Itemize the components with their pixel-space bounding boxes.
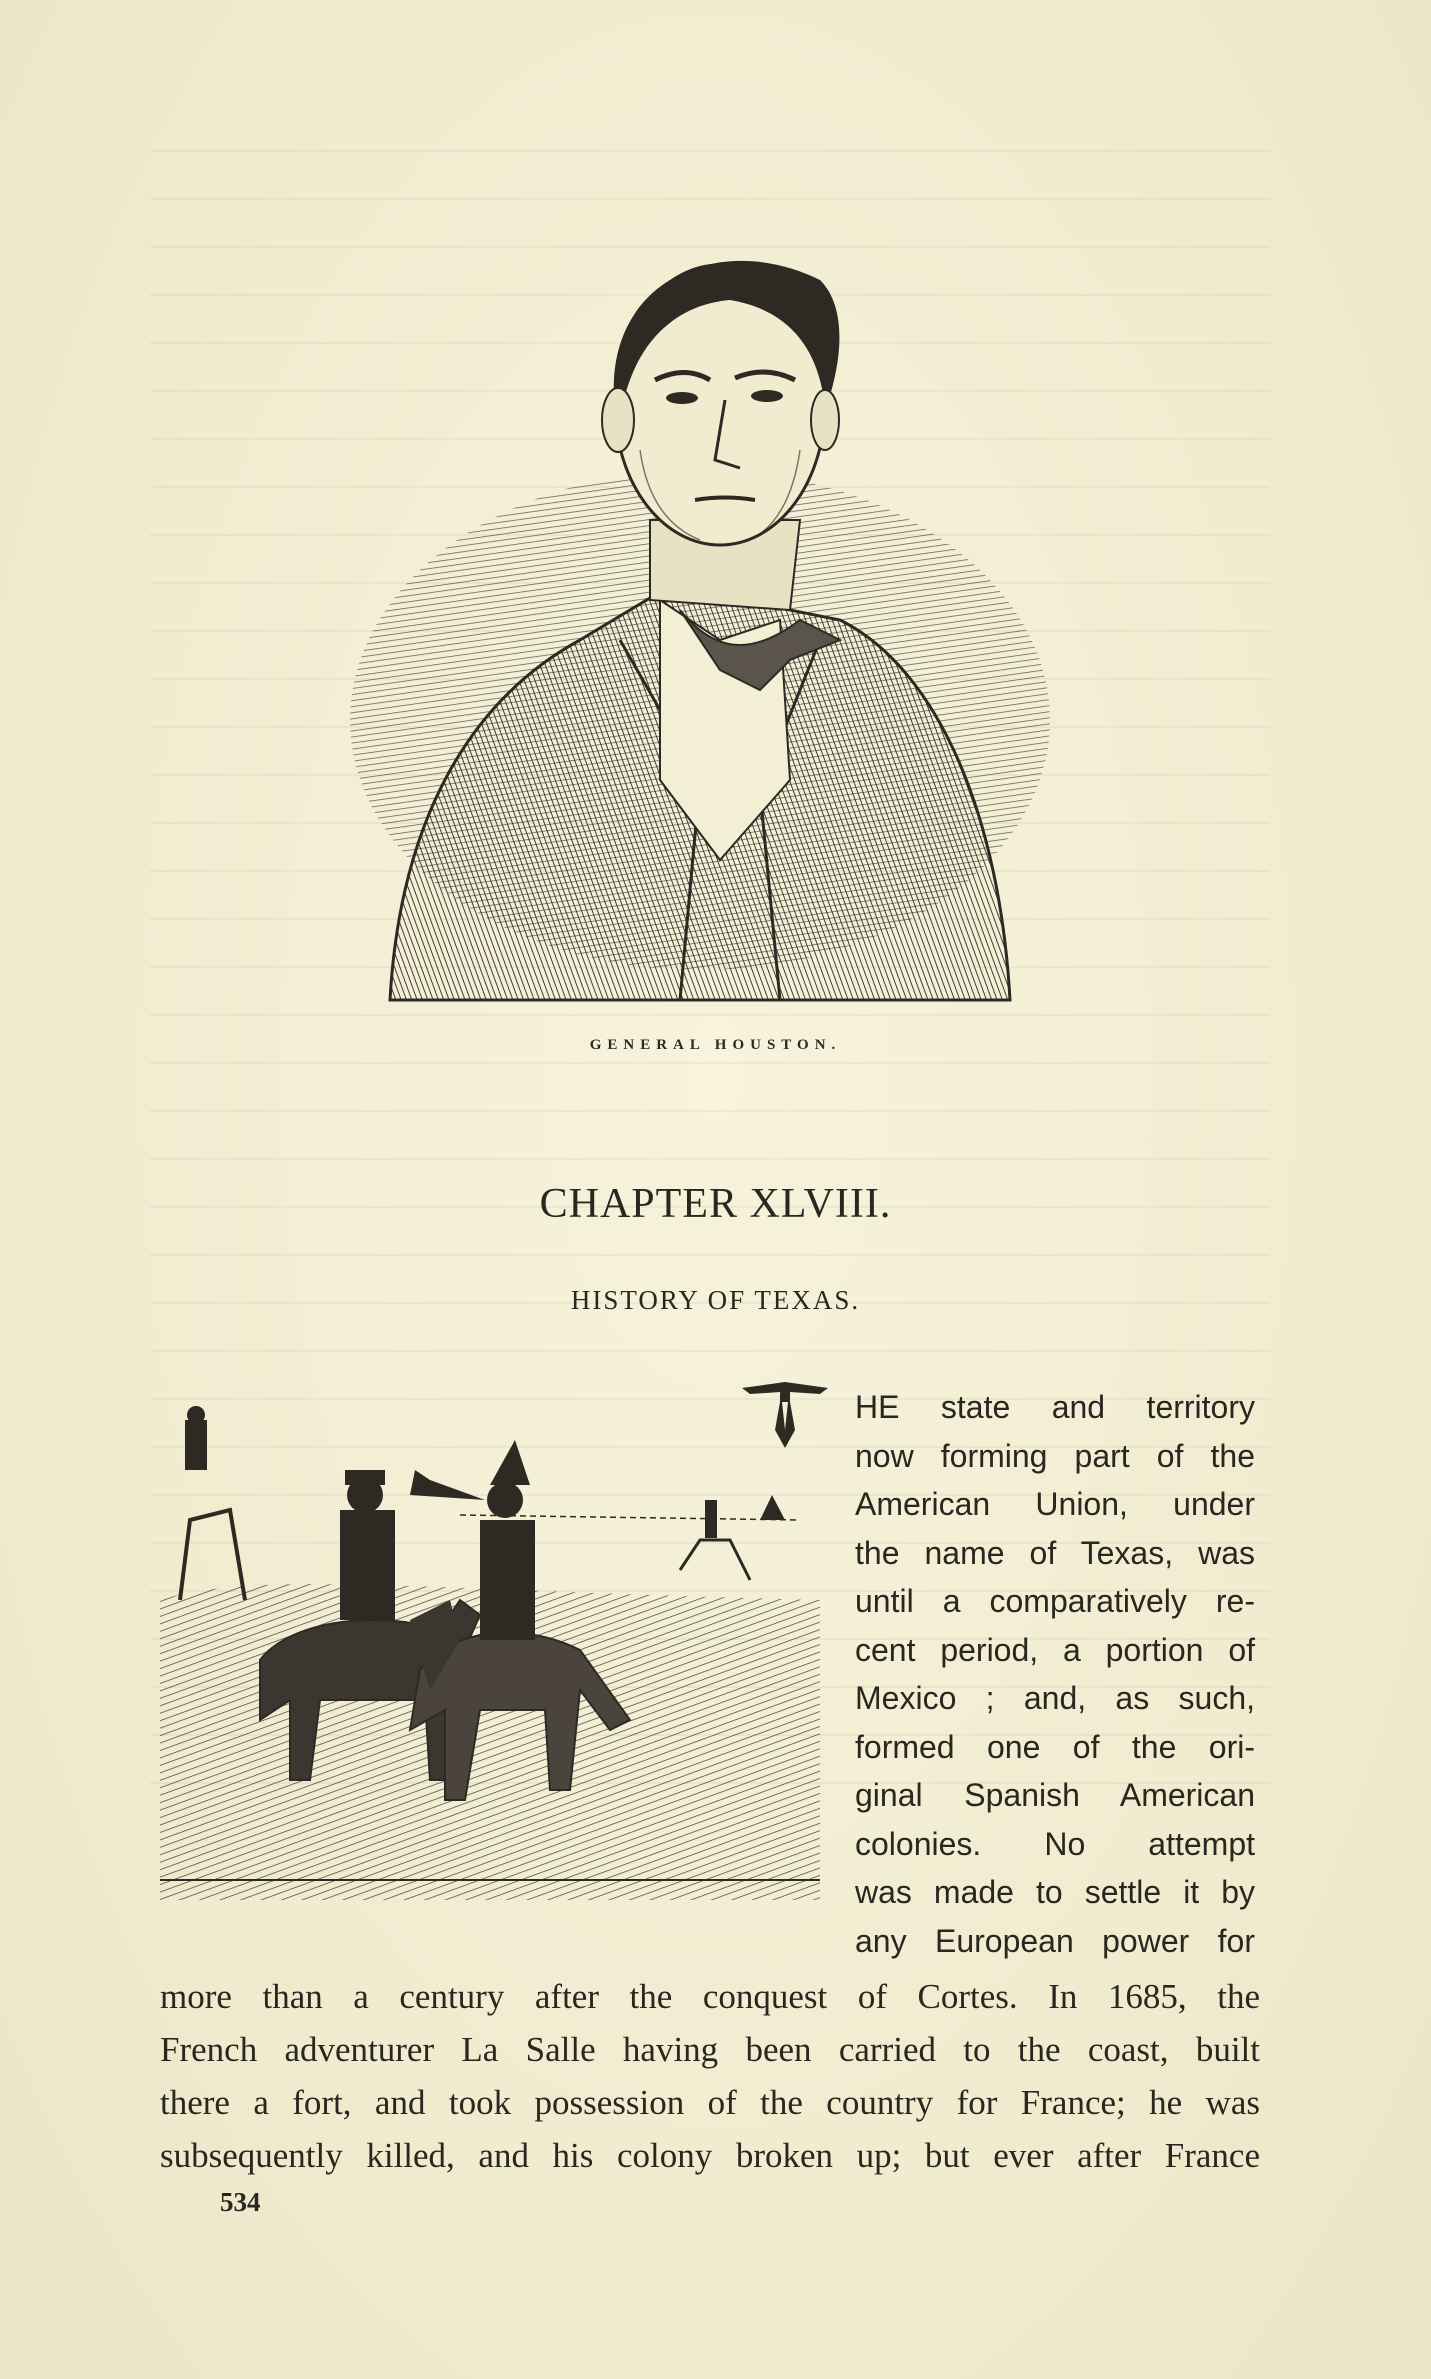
illustration-caption: GENERAL HOUSTON. bbox=[589, 1037, 842, 1053]
text-line: the name of Texas, was bbox=[855, 1534, 1255, 1571]
text-line: more than a century after the conquest of Cortes. In 1685, the bbox=[160, 1977, 1260, 2016]
page-number: 534 bbox=[220, 2187, 261, 2217]
text-line: any European power for bbox=[855, 1922, 1255, 1959]
portrait-engraving bbox=[320, 220, 1080, 1020]
full-paragraph bbox=[160, 1970, 1260, 2182]
horsemen-vignette bbox=[160, 1400, 830, 1900]
chapter-subtitle: HISTORY OF TEXAS. bbox=[570, 1285, 861, 1315]
text-line: French adventurer La Salle having been carried to the coast, built bbox=[160, 2030, 1260, 2069]
chapter-title: CHAPTER XLVIII. bbox=[539, 1181, 892, 1227]
text-line: ginal Spanish American bbox=[855, 1777, 1255, 1813]
drop-cap-ornament bbox=[740, 1380, 830, 1450]
text-line: Mexico ; and, as such, bbox=[855, 1680, 1255, 1716]
text-line: subsequently killed, and his colony broken up; but ever after France bbox=[160, 2136, 1260, 2175]
text-line: colonies. No attempt bbox=[855, 1825, 1255, 1862]
text-line: American Union, under bbox=[855, 1486, 1255, 1522]
text-line: cent period, a portion of bbox=[855, 1631, 1255, 1668]
text-line: until a comparatively re- bbox=[855, 1583, 1255, 1619]
text-line: there a fort, and took possession of the country for France; he was bbox=[160, 2083, 1260, 2122]
text-line: now forming part of the bbox=[855, 1437, 1255, 1474]
text-line: was made to settle it by bbox=[855, 1874, 1255, 1910]
wrapped-paragraph bbox=[855, 1383, 1255, 1965]
text-line: formed one of the ori- bbox=[855, 1728, 1255, 1765]
text-line: HE state and territory bbox=[855, 1389, 1255, 1425]
